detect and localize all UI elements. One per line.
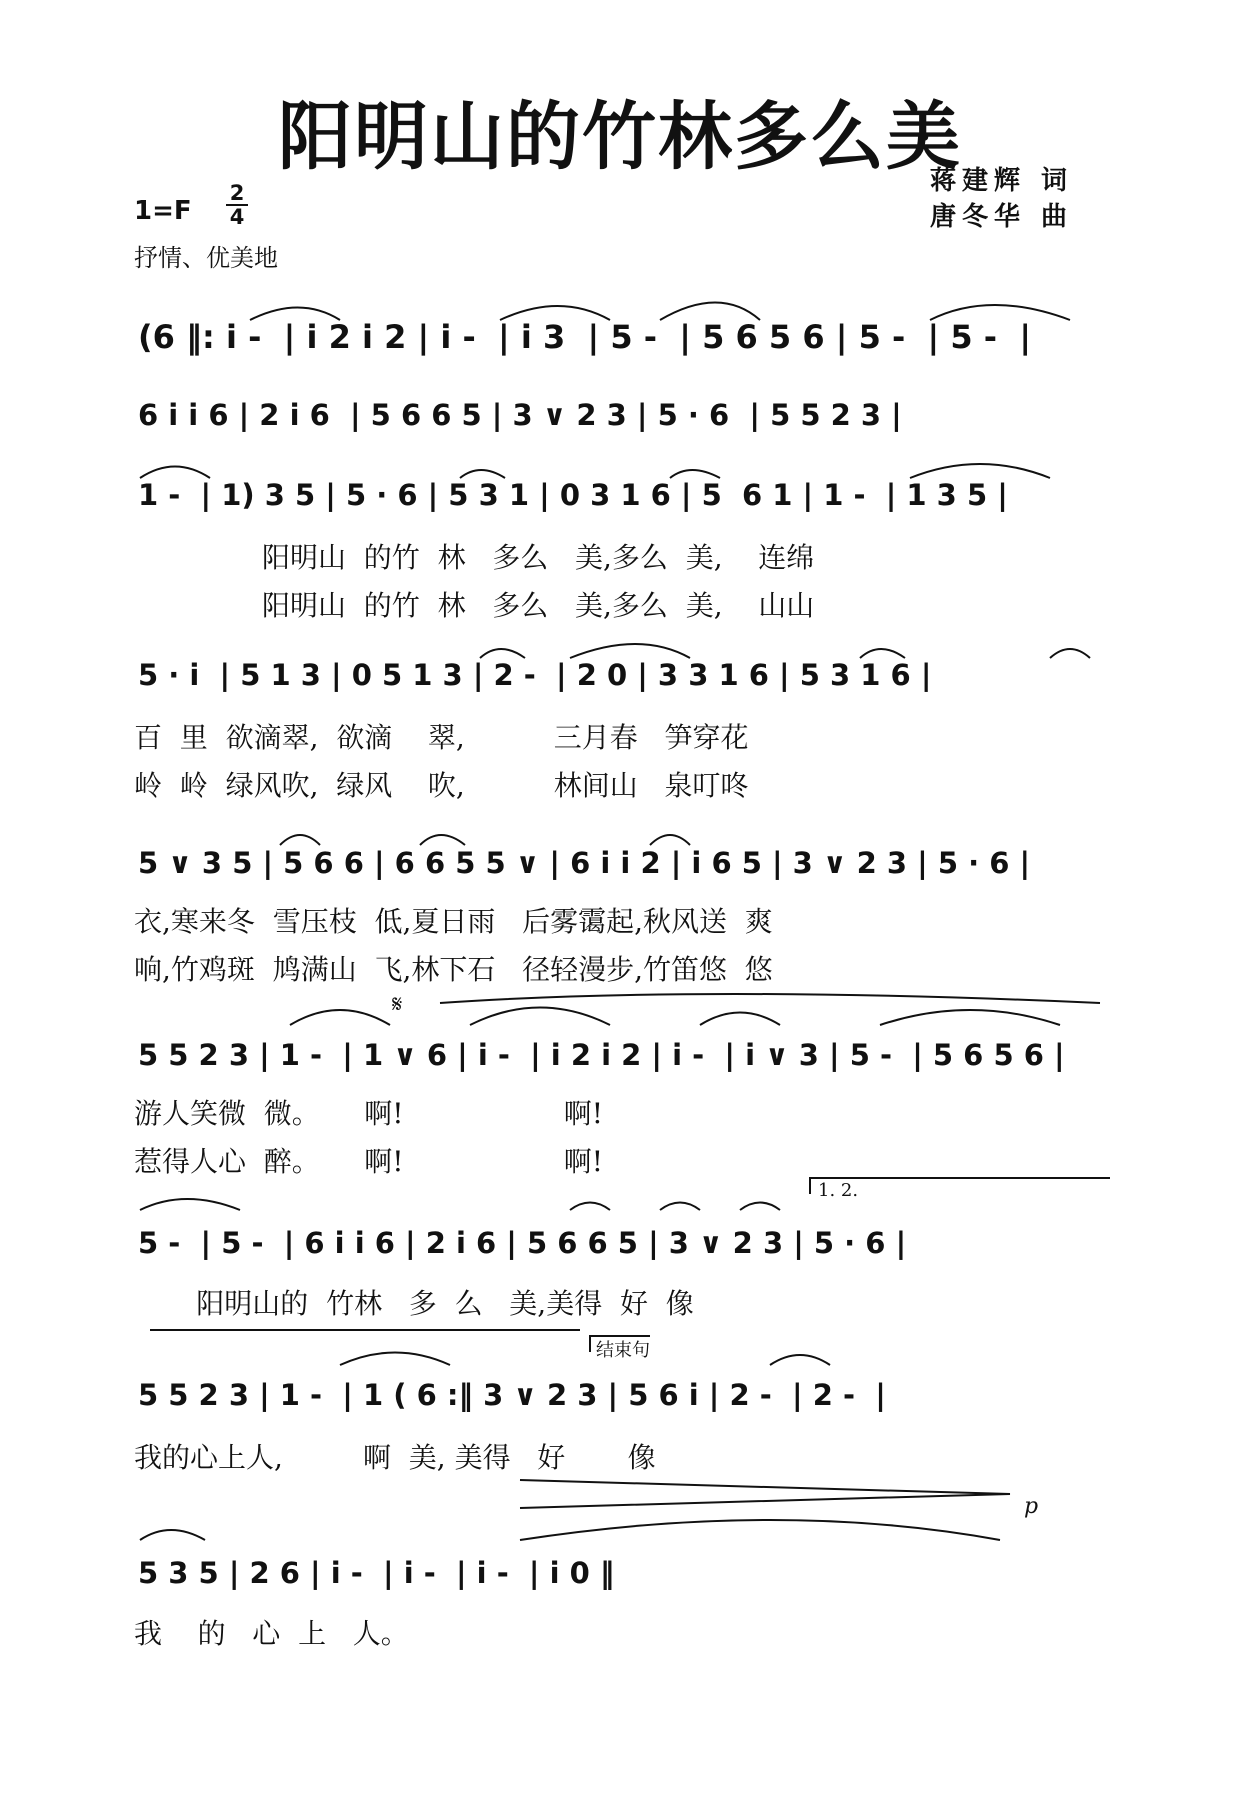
segno-sign: 𝄋 <box>392 990 403 1018</box>
lyric-verse-2: 响,竹鸡斑 鸠满山 飞,林下石 径轻漫步,竹笛悠 悠 <box>134 953 773 986</box>
lyric-verse-1: 百 里 欲滴翠, 欲滴 翠, 三月春 笋穿花 <box>134 721 749 754</box>
notation-text: 6 i i 6 | 2 i 6 | 5 6 6 5 | 3 ∨ 2 3 | 5 · 6 | 5 5 2 3 | <box>138 398 902 432</box>
music-line-3 <box>130 470 1120 530</box>
notation-text: 5 5 2 3 | 1 - | 1 ∨ 6 | i - | i 2 i 2 | i - | i ∨ 3 | 5 - | 5 6 5 6 | <box>138 1038 1065 1072</box>
notation-text: 5 5 2 3 | 1 - | 1 ( 6 :‖ 3 ∨ 2 3 | 5 6 i | 2 - | 2 - | <box>138 1378 886 1412</box>
music-line-7 <box>130 1218 1120 1278</box>
dynamic-marking: p <box>1024 1494 1039 1519</box>
lyric-verse-1: 我的心上人, 啊 美, 美得 好 像 <box>134 1441 656 1474</box>
time-signature <box>224 182 250 228</box>
music-line-5 <box>130 838 1120 898</box>
volta-label: 1. 2. <box>818 1180 859 1201</box>
composer-credit: 唐冬华 曲 <box>930 202 1074 232</box>
lyric-verse-1: 游人笑微 微。 啊! 啊! <box>134 1097 604 1130</box>
key-signature: 1=F <box>134 196 192 226</box>
music-line-4 <box>130 650 1120 710</box>
music-line-9 <box>130 1548 1120 1608</box>
notation-text: 5 · i | 5 1 3 | 0 5 1 3 | 2 - | 2 0 | 3 3 1 6 | 5 3 1 6 | <box>138 658 932 692</box>
notation-text: 5 3 5 | 2 6 | i - | i - | i - | i 0 ‖ <box>138 1556 615 1590</box>
lyric-verse-2: 岭 岭 绿风吹, 绿风 吹, 林间山 泉叮咚 <box>134 769 749 802</box>
tempo-marking: 抒情、优美地 <box>134 244 278 272</box>
meter-bottom: 4 <box>229 205 245 229</box>
notation-text: (6 ‖: i - | i 2 i 2 | i - | i 3 | 5 - | 5 6 5 6 | 5 - | 5 - | <box>138 318 1032 356</box>
music-line-2 <box>130 390 1120 450</box>
lyricist-credit: 蒋建辉 词 <box>930 166 1074 196</box>
lyric-verse-1: 衣,寒来冬 雪压枝 低,夏日雨 后雾霭起,秋风送 爽 <box>134 905 773 938</box>
lyric-verse-1: 阳明山的 竹林 多 么 美,美得 好 像 <box>134 1287 694 1320</box>
lyric-verse-2: 阳明山 的竹 林 多么 美,多么 美, 山山 <box>262 589 815 622</box>
notation-text: 1 - | 1) 3 5 | 5 · 6 | 5 3 1 | 0 3 1 6 | 5 6 1 | 1 - | 1 3 5 | <box>138 478 1008 512</box>
ending-label: 结束句 <box>596 1340 650 1361</box>
lyric-verse-2: 惹得人心 醉。 啊! 啊! <box>134 1145 604 1178</box>
lyric-verse-1: 我 的 心 上 人。 <box>134 1617 409 1650</box>
music-line-1 <box>130 310 1120 370</box>
music-line-6 <box>130 1030 1120 1090</box>
notation-text: 5 ∨ 3 5 | 5 6 6 | 6 6 5 5 ∨ | 6 i i 2 | i 6 5 | 3 ∨ 2 3 | 5 · 6 | <box>138 846 1031 880</box>
song-title: 阳明山的竹林多么美 <box>278 94 962 180</box>
music-line-8 <box>130 1370 1120 1430</box>
lyric-verse-1: 阳明山 的竹 林 多么 美,多么 美, 连绵 <box>262 541 815 574</box>
meter-top: 2 <box>229 181 245 205</box>
notation-text: 5 - | 5 - | 6 i i 6 | 2 i 6 | 5 6 6 5 | 3 ∨ 2 3 | 5 · 6 | <box>138 1226 907 1260</box>
